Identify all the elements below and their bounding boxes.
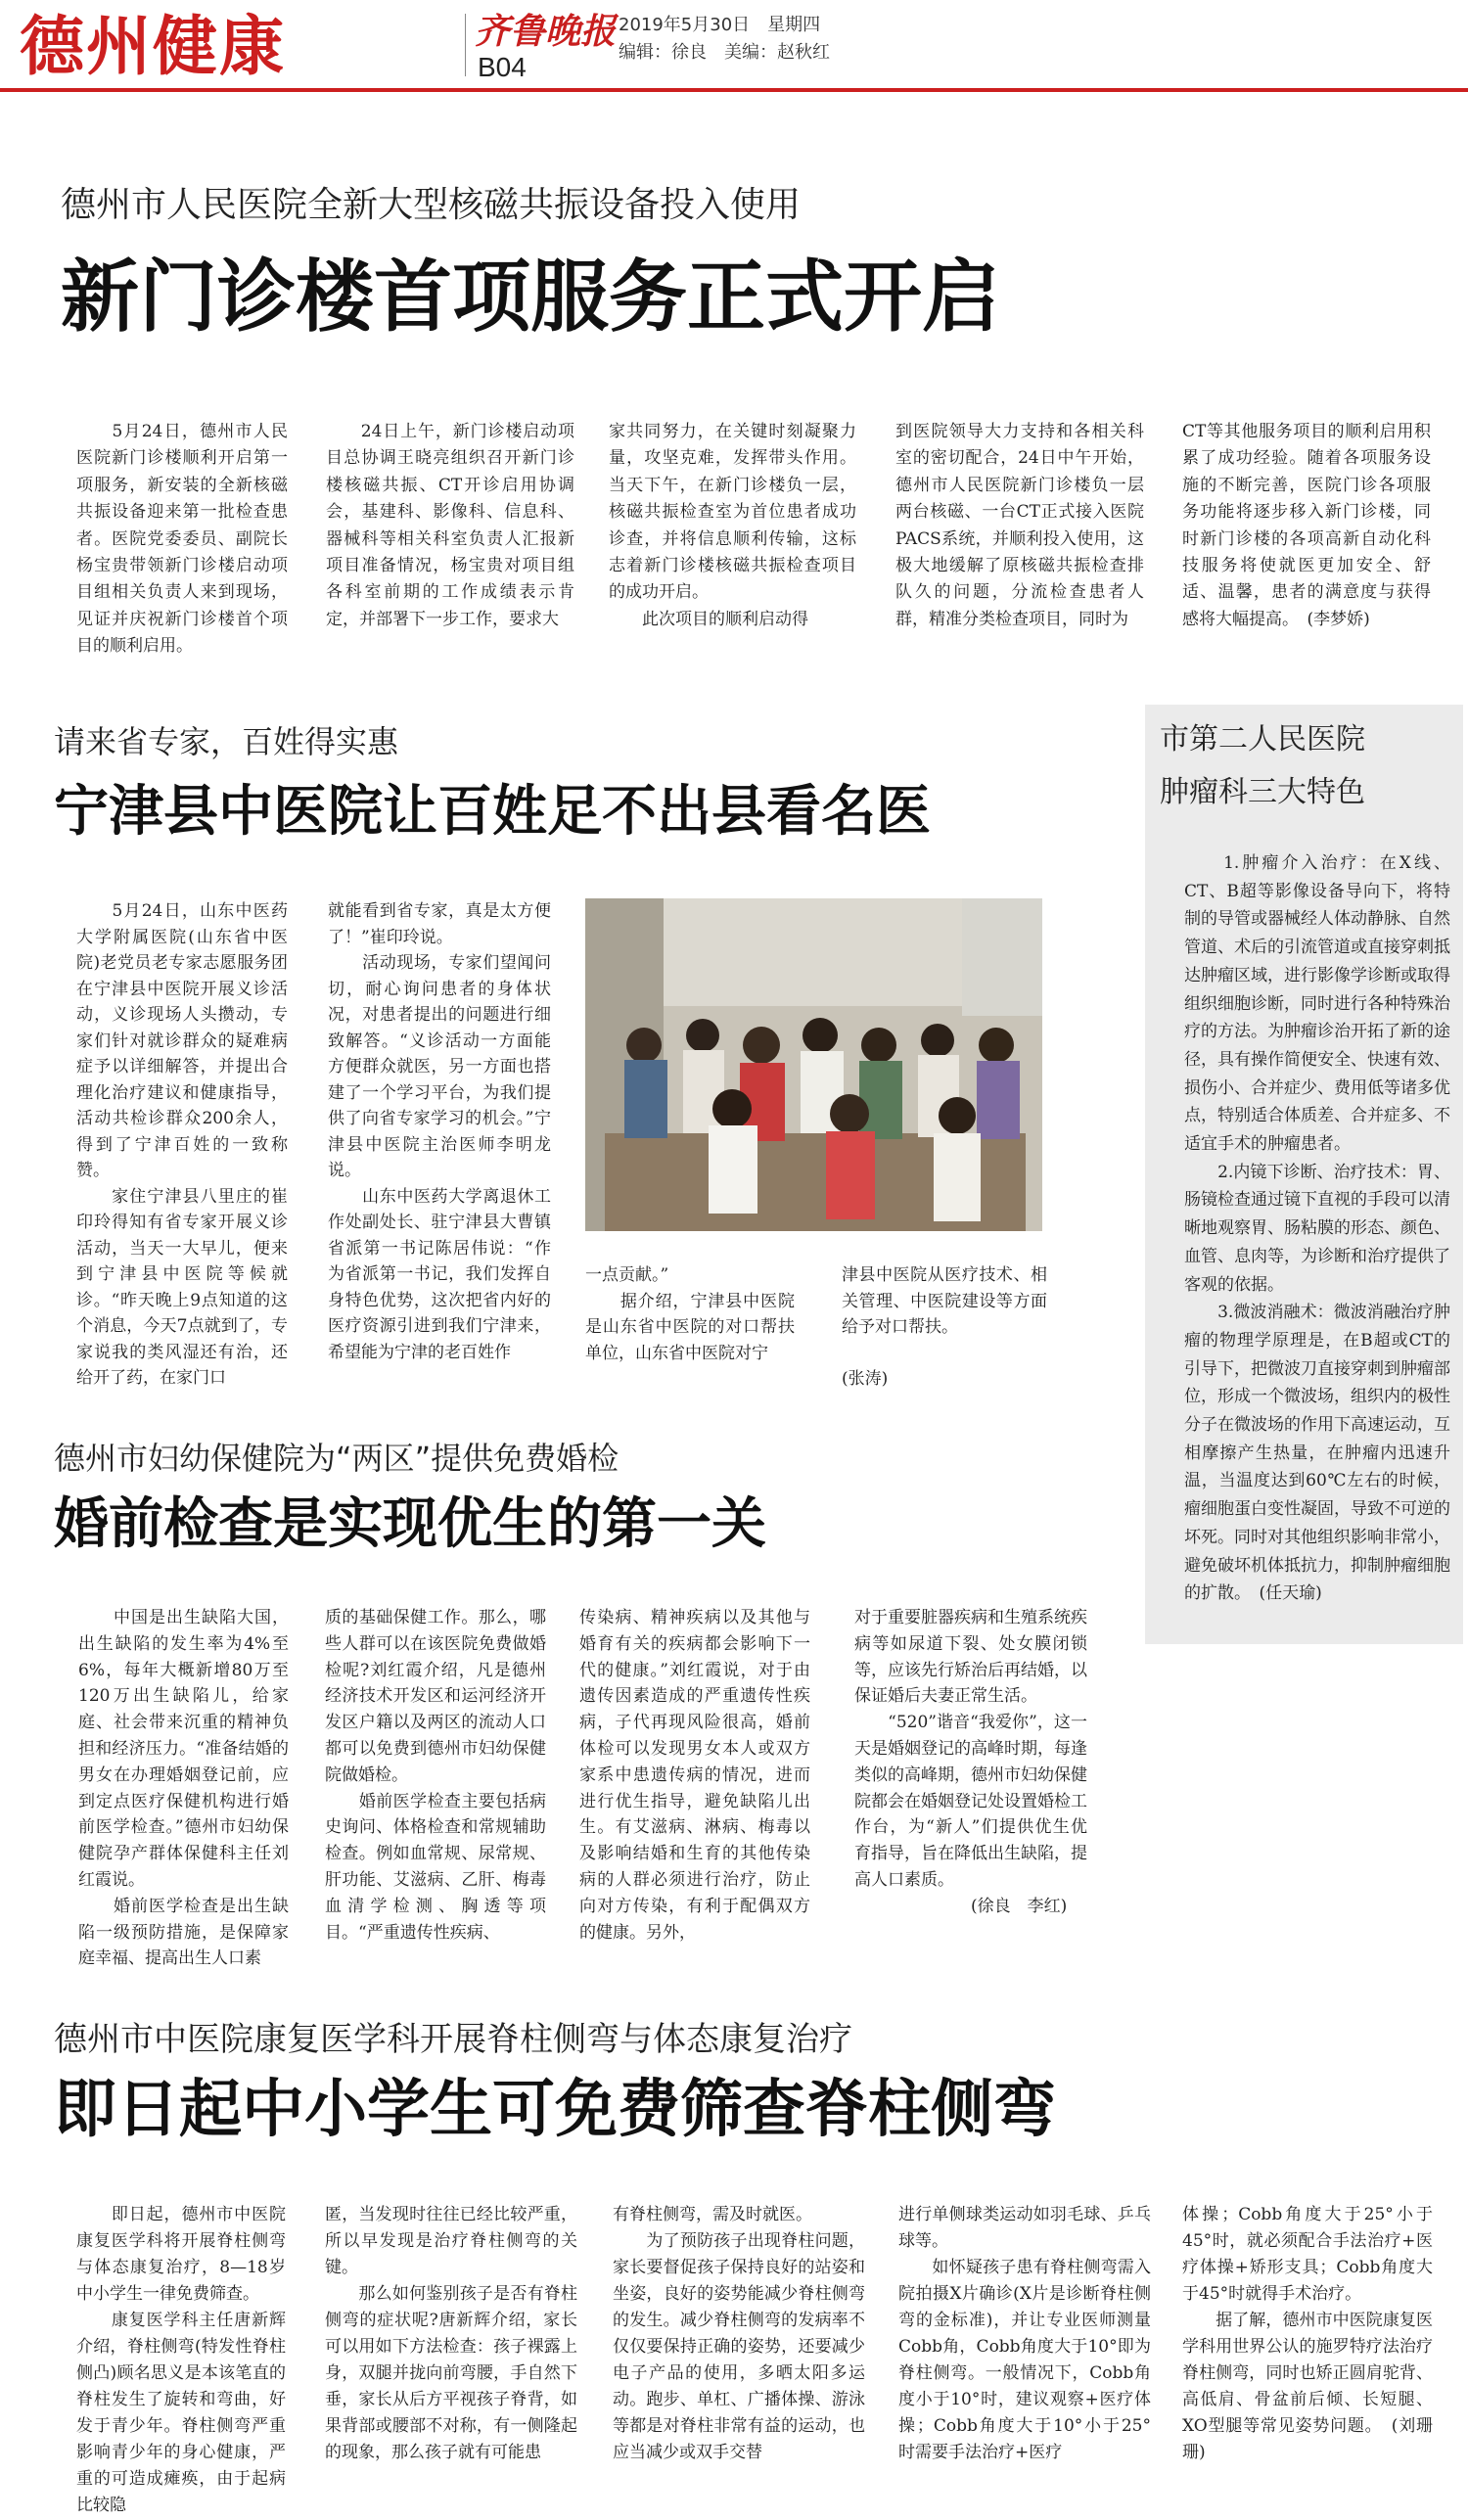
article2-kicker: 请来省专家，百姓得实惠 [54,723,399,760]
sidebar-title-1: 市第二人民医院 [1160,722,1365,756]
article1-headline: 新门诊楼首项服务正式开启 [61,252,1000,343]
article4-col-3: 有脊柱侧弯，需及时就医。 为了预防孩子出现脊柱问题，家长要督促孩子保持良好的站姿和坐姿，良好的姿势能减少脊柱侧弯的发生。减少脊柱侧弯的发病率不仅仅要保持正确的姿势，还要减少电子产品的使用，多晒太阳多运动。跑步、单杠、广播体操、游泳等都是对脊柱非常有益的运动，也应当减少或双手交替 [613,2205,865,2462]
article4-col-4: 进行单侧球类运动如羽毛球、乒乓球等。 如怀疑孩子患有脊柱侧弯需入院拍摄X片确诊(X片是诊断脊柱侧弯的金标准)，并让专业医师测量Cobb角，Cobb角度大于10°即为脊柱侧弯。一般情况下，Cobb角度小于10°时，建议观察+医疗体操；Cobb角度大于10°小于25°时需要手法治疗+医疗 [898,2205,1151,2462]
masthead [0,0,1468,86]
masthead-rule [0,88,1468,92]
article2-col-1: 5月24日，山东中医药大学附属医院(山东省中医院)老党员老专家志愿服务团在宁津县中医院开展义诊活动，义诊现场人头攒动，专家们针对就诊群众的疑难病症予以详细解答，并提出合理化治疗建议和健康指导，活动共检诊群众200余人，得到了宁津百姓的一致称赞。 家住宁津县八里庄的崔印玲得知有省专家开展义诊活动，当天一大早儿，便来到宁津县中医院等候就诊。“昨天晚上9点知道的这个消息，今天7点就到了，专家说我的类风湿还有治，还给开了药，在家门口 [76,901,288,1388]
article4-headline: 即日起中小学生可免费筛查脊柱侧弯 [54,2074,1056,2146]
clinic-photo-illustration [585,898,1042,1231]
article4-col-2: 匿，当发现时往往已经比较严重，所以早发现是治疗脊柱侧弯的关键。 那么如何鉴别孩子是否有脊柱侧弯的症状呢?唐新辉介绍，家长可以用如下方法检查：孩子裸露上身，双腿并拢向前弯腰，手自然下垂，家长从后方平视孩子脊背，如果背部或腰部不对称，有一侧隆起的现象，那么孩子就有可能患 [325,2205,577,2462]
sidebar-title-2: 肿瘤科三大特色 [1160,775,1365,809]
article1-col-1: 5月24日，德州市人民医院新门诊楼顺利开启第一项服务，新安装的全新核磁共振设备迎来第一批检查患者。医院党委委员、副院长杨宝贵带领新门诊楼启动项目组相关负责人来到现场，见证并庆祝新门诊楼首个项目的顺利启用。 [76,422,288,657]
article3-kicker: 德州市妇幼保健院为“两区”提供免费婚检 [54,1440,619,1477]
sidebar-text: 1.肿瘤介入治疗：在X线、CT、B超等影像设备导向下，将特制的导管或器械经人体动静脉、自然管道、术后的引流管道或直接穿刺抵达肿瘤区域，进行影像学诊断或取得组织细胞诊断，同时进行各种特殊治疗的方法。为肿瘤诊治开拓了新的途径，具有操作简便安全、快速有效、损伤小、合并症少、费用低等诸多优点，特别适合体质差、合并症多、不适宜手术的肿瘤患者。 2.内镜下诊断、治疗技术：胃、肠镜检查通过镜下直视的手段可以清晰地观察胃、肠粘膜的形态、颜色、血管、息肉等，为诊断和治疗提供了客观的依据。 3.微波消融术：微波消融治疗肿瘤的物理学原理是，在B超或CT的引导下，把微波刀直接穿刺到肿瘤部位，形成一个微波场，组织内的极性分子在微波场的作用下高速运动，互相摩擦产生热量，在肿瘤内迅速升温，当温度达到60℃左右的时候，瘤细胞蛋白变性凝固，导致不可逆的坏死。同时对其他组织影响非常小，避免破坏机体抵抗力，抑制肿瘤细胞的扩散。 (任天瑜) [1184,853,1450,1604]
article4-col-1: 即日起，德州市中医院康复医学科将开展脊柱侧弯与体态康复治疗，8—18岁中小学生一律免费筛查。 康复医学科主任唐新辉介绍，脊柱侧弯(特发性脊柱侧凸)顾名思义是本该笔直的脊柱发生了旋转和弯曲，好发于青少年。脊柱侧弯严重影响青少年的身心健康，严重的可造成瘫痪，由于起病比较隐 [76,2205,286,2515]
article4-kicker: 德州市中医院康复医学科开展脊柱侧弯与体态康复治疗 [54,2020,852,2059]
article3-col-2: 质的基础保健工作。那么，哪些人群可以在该医院免费做婚检呢?刘红霞介绍，凡是德州经济技术开发区和运河经济开发区户籍以及两区的流动人口都可以免费到德州市妇幼保健院做婚检。 婚前医学检查主要包括病史询问、体格检查和常规辅助检查。例如血常规、尿常规、肝功能、艾滋病、乙肝、梅毒血清学检测、胸透等项目。“严重遗传性疾病、 [325,1608,546,1943]
newspaper-logo: 齐鲁晚报 [475,11,617,52]
article1-col-2: 24日上午，新门诊楼启动项目总协调王晓亮组织召开新门诊楼核磁共振、CT开诊启用协调会，基建科、影像科、信息科、器械科等相关科室负责人汇报新项目准备情况，杨宝贵对项目组各科室前期的工作成绩表示肯定，并部署下一步工作，要求大 [326,422,574,629]
editors-line: 编辑：徐良 美编：赵秋红 [619,42,830,63]
article1-col-4: 到医院领导大力支持和各相关科室的密切配合，24日中午开始，德州市人民医院新门诊楼负一层两台核磁、一台CT正式接入医院PACS系统，并顺利投入使用，这极大地缓解了原核磁共振检查排队久的问题，分流检查患者人群，精准分类检查项目，同时为 [895,422,1144,629]
article2-col-3: 一点贡献。” 据介绍，宁津县中医院是山东省中医院的对口帮扶单位，山东省中医院对宁 [585,1265,795,1363]
masthead-divider [465,14,466,76]
article4-col-5: 体操；Cobb角度大于25°小于45°时，就必须配合手法治疗+医疗体操+矫形支具；Cobb角度大于45°时就得手术治疗。 据了解，德州市中医院康复医学科用世界公认的施罗特疗法治疗脊柱侧弯，同时也矫正圆肩驼背、高低肩、骨盆前后倾、长短腿、XO型腿等常见姿势问题。 (刘珊珊) [1182,2205,1433,2462]
article1-col-3: 家共同努力，在关键时刻凝聚力量，攻坚克难，发挥带头作用。当天下午，在新门诊楼负一层，核磁共振检查室为首位患者成功诊查，并将信息顺利传输，这标志着新门诊楼核磁共振检查项目的成功开启。 此次项目的顺利启动得 [609,422,856,629]
article2-col-4: 津县中医院从医疗技术、相关管理、中医院建设等方面给予对口帮扶。 (张涛) [842,1265,1047,1389]
clinic-photo [585,898,1042,1231]
article3-col-3: 传染病、精神疾病以及其他与婚育有关的疾病都会影响下一代的健康。”刘红霞说，对于由遗传因素造成的严重遗传性疾病，子代再现风险很高，婚前体检可以发现男女本人或双方家系中患遗传病的情况，进而进行优生指导，避免缺陷儿出生。有艾滋病、淋病、梅毒以及影响结婚和生育的其他传染病的人群必须进行治疗，防止向对方传染，有利于配偶双方的健康。另外， [579,1608,810,1943]
article1-kicker: 德州市人民医院全新大型核磁共振设备投入使用 [61,185,802,225]
section-title: 德州健康 [20,9,286,84]
issue-date: 2019年5月30日 星期四 [619,15,821,35]
article2-col-2: 就能看到省专家，真是太方便了！”崔印玲说。 活动现场，专家们望闻问切，耐心询问患者的身体状况，对患者提出的问题进行细致解答。“义诊活动一方面能方便群众就医，另一方面也搭建了一个学习平台，为我们提供了向省专家学习的机会。”宁津县中医院主治医师李明龙说。 山东中医药大学离退休工作处副处长、驻宁津县大曹镇省派第一书记陈居伟说：“作为省派第一书记，我们发挥自身特色优势，这次把省内好的医疗资源引进到我们宁津来，希望能为宁津的老百姓作 [328,901,551,1362]
article3-col-4: 对于重要脏器疾病和生殖系统疾病等如尿道下裂、处女膜闭锁等，应该先行矫治后再结婚，以保证婚后夫妻正常生活。 “520”谐音“我爱你”，这一天是婚姻登记的高峰时期，每逢类似的高峰期，德州市妇幼保健院都会在婚姻登记处设置婚检工作台，为“新人”们提供优生优育指导，旨在降低出生缺陷，提高人口素质。 (徐良 李红) [854,1608,1087,1916]
article2-headline: 宁津县中医院让百姓足不出县看名医 [54,780,931,844]
article3-col-1: 中国是出生缺陷大国，出生缺陷的发生率为4%至6%，每年大概新增80万至120万出生缺陷儿，给家庭、社会带来沉重的精神负担和经济压力。“准备结婚的男女在办理婚姻登记前，应到定点医疗保健机构进行婚前医学检查。”德州市妇幼保健院孕产群体保健科主任刘红霞说。 婚前医学检查是出生缺陷一级预防措施，是保障家庭幸福、提高出生人口素 [78,1608,289,1969]
article1-col-5: CT等其他服务项目的顺利启用积累了成功经验。随着各项服务设施的不断完善，医院门诊各项服务功能将逐步移入新门诊楼，同时新门诊楼的各项高新自动化科技服务将使就医更加安全、舒适、温馨，患者的满意度与获得感将大幅提高。 (李梦娇) [1182,422,1431,629]
page-number: B04 [478,52,527,82]
article3-headline: 婚前检查是实现优生的第一关 [54,1492,766,1556]
